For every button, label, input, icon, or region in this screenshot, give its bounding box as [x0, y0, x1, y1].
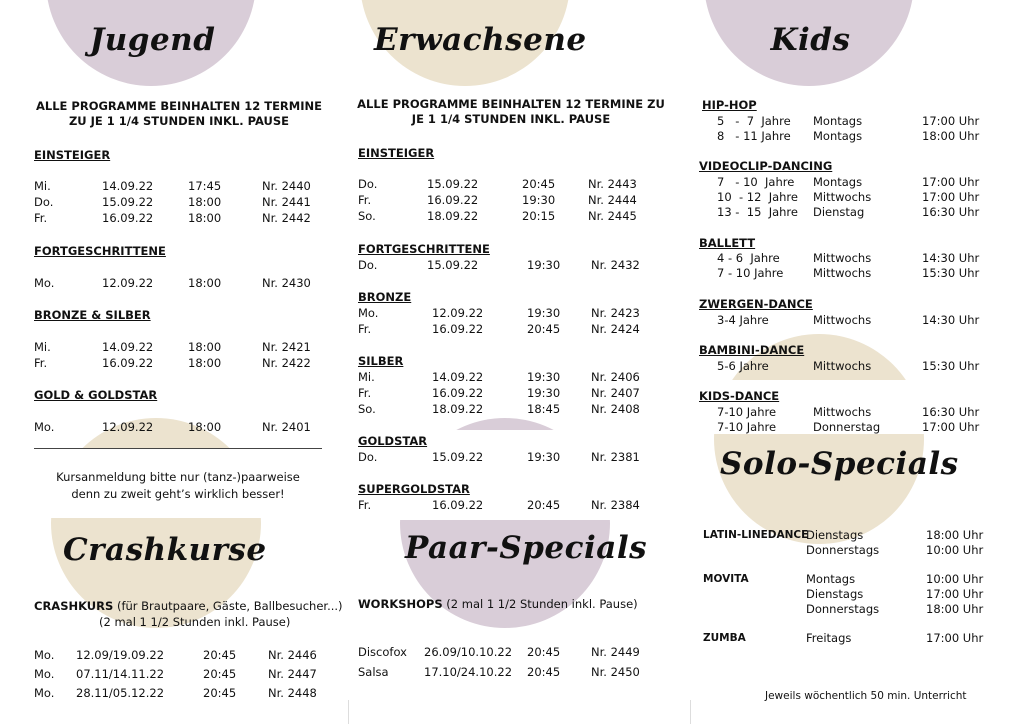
solo-title: Solo-Specials [720, 446, 959, 482]
jugend-title: Jugend [89, 22, 216, 58]
table-cell: Discofox [358, 645, 407, 659]
table-cell: Mo. [34, 667, 55, 681]
table-cell: 12.09.22 [102, 276, 154, 290]
erwachsene-intro-line2: JE 1 1/4 STUNDEN INKL. PAUSE [411, 112, 611, 126]
table-cell: 17:00 Uhr [926, 587, 984, 601]
table-cell: Nr. 2440 [262, 179, 311, 193]
table-cell: 19:30 [527, 450, 561, 464]
table-cell: Fr. [34, 211, 48, 225]
table-cell: Nr. 2441 [262, 195, 311, 209]
jugend-intro [34, 99, 324, 129]
solo-item-name: ZUMBA [703, 632, 746, 644]
table-cell: Nr. 2448 [268, 686, 317, 700]
table-cell: Nr. 2422 [262, 356, 311, 370]
table-cell: 5-6 Jahre [717, 359, 769, 373]
table-cell: 18:00 [188, 340, 222, 354]
table-cell: Fr. [358, 386, 372, 400]
table-cell: 16.09.22 [102, 356, 154, 370]
jugend-section-heading: GOLD & GOLDSTAR [34, 388, 158, 402]
solo-item-name: LATIN-LINEDANCE [703, 529, 809, 541]
table-cell: 15:30 Uhr [922, 359, 980, 373]
jugend-intro-line1: ALLE PROGRAMME BEINHALTEN 12 TERMINE [36, 99, 322, 113]
table-cell: Dienstag [813, 205, 865, 219]
kids-title: Kids [770, 22, 851, 58]
table-cell: 20:45 [527, 498, 561, 512]
kids-section-heading: BALLETT [699, 236, 756, 250]
jugend-section-heading: BRONZE & SILBER [34, 308, 151, 322]
divider [34, 448, 322, 449]
table-cell: 15:30 Uhr [922, 266, 980, 280]
crashkurse-title: Crashkurse [63, 532, 267, 568]
table-cell: 19:30 [527, 370, 561, 384]
table-cell: Nr. 2447 [268, 667, 317, 681]
table-cell: Dienstags [806, 587, 864, 601]
table-cell: Mi. [34, 179, 51, 193]
table-cell: Nr. 2407 [591, 386, 640, 400]
kids-section-heading: ZWERGEN-DANCE [699, 297, 813, 311]
crashkurs-heading [34, 599, 343, 613]
table-cell: Donnerstags [806, 543, 880, 557]
table-cell: 17:00 Uhr [926, 631, 984, 645]
table-cell: 13 - 15 Jahre [717, 205, 798, 219]
table-cell: 16.09.22 [432, 498, 484, 512]
table-cell: Fr. [358, 498, 372, 512]
table-cell: 18:45 [527, 402, 561, 416]
table-cell: 10:00 Uhr [926, 543, 984, 557]
table-cell: Mittwochs [813, 313, 872, 327]
crashkurs-desc2: (2 mal 1 1/2 Stunden inkl. Pause) [99, 615, 291, 629]
table-cell: 15.09.22 [427, 177, 479, 191]
table-cell: 17:00 Uhr [922, 175, 980, 189]
table-cell: 5 - 7 Jahre [717, 114, 791, 128]
table-cell: Mo. [358, 306, 379, 320]
table-cell: 3-4 Jahre [717, 313, 769, 327]
workshops-label: WORKSHOPS [358, 597, 443, 611]
table-cell: 14.09.22 [102, 179, 154, 193]
table-cell: 17:00 Uhr [922, 190, 980, 204]
table-cell: 12.09.22 [102, 420, 154, 434]
table-cell: 14:30 Uhr [922, 313, 980, 327]
table-cell: Donnerstags [806, 602, 880, 616]
table-cell: Nr. 2443 [588, 177, 637, 191]
table-cell: 18:00 [188, 356, 222, 370]
table-cell: 17:45 [188, 179, 222, 193]
table-cell: 10 - 12 Jahre [717, 190, 798, 204]
table-cell: 20:45 [527, 665, 561, 679]
crashkurs-label: CRASHKURS [34, 599, 114, 613]
erwachsene-intro-line1: ALLE PROGRAMME BEINHALTEN 12 TERMINE ZU [357, 97, 665, 111]
table-cell: Fr. [358, 193, 372, 207]
table-cell: Mittwochs [813, 359, 872, 373]
table-cell: Mo. [34, 420, 55, 434]
table-cell: Fr. [358, 322, 372, 336]
table-cell: 26.09/10.10.22 [424, 645, 513, 659]
table-cell: 16.09.22 [432, 386, 484, 400]
table-cell: 12.09/19.09.22 [76, 648, 165, 662]
erwachsene-section-heading: BRONZE [358, 290, 412, 304]
table-cell: Nr. 2432 [591, 258, 640, 272]
table-cell: Do. [358, 177, 378, 191]
table-cell: Montags [806, 572, 856, 586]
erwachsene-intro [356, 97, 666, 127]
paar-heading [358, 597, 638, 611]
table-cell: Montags [813, 175, 863, 189]
table-cell: 4 - 6 Jahre [717, 251, 780, 265]
table-cell: Mittwochs [813, 405, 872, 419]
table-cell: 19:30 [527, 258, 561, 272]
table-cell: Nr. 2401 [262, 420, 311, 434]
table-cell: 07.11/14.11.22 [76, 667, 165, 681]
table-cell: Mo. [34, 276, 55, 290]
table-cell: 14:30 Uhr [922, 251, 980, 265]
note-line: Kursanmeldung bitte nur (tanz-)paarweise [56, 470, 300, 484]
table-cell: Mo. [34, 648, 55, 662]
table-cell: Freitags [806, 631, 852, 645]
table-cell: Montags [813, 129, 863, 143]
table-cell: 17:00 Uhr [922, 420, 980, 434]
table-cell: 19:30 [522, 193, 556, 207]
table-cell: Nr. 2442 [262, 211, 311, 225]
table-cell: 16:30 Uhr [922, 205, 980, 219]
table-cell: 18.09.22 [427, 209, 479, 223]
crashkurs-desc: (für Brautpaare, Gäste, Ballbesucher...) [116, 599, 343, 613]
jugend-section-heading: FORTGESCHRITTENE [34, 244, 166, 258]
kids-section-heading: BAMBINI-DANCE [699, 343, 805, 357]
table-cell: 20:45 [522, 177, 556, 191]
table-cell: Fr. [34, 356, 48, 370]
table-cell: Nr. 2430 [262, 276, 311, 290]
table-cell: 18:00 Uhr [922, 129, 980, 143]
table-cell: Montags [813, 114, 863, 128]
table-cell: 18:00 Uhr [926, 528, 984, 542]
table-cell: Nr. 2423 [591, 306, 640, 320]
table-cell: Nr. 2384 [591, 498, 640, 512]
table-cell: 17:00 Uhr [922, 114, 980, 128]
table-cell: 20:45 [203, 667, 237, 681]
erwachsene-section-heading: SUPERGOLDSTAR [358, 482, 470, 496]
table-cell: 7 - 10 Jahre [717, 266, 784, 280]
table-cell: 14.09.22 [432, 370, 484, 384]
table-cell: Do. [358, 450, 378, 464]
table-cell: 20:45 [203, 686, 237, 700]
table-cell: 7-10 Jahre [717, 420, 777, 434]
table-cell: 16.09.22 [102, 211, 154, 225]
table-cell: Nr. 2445 [588, 209, 637, 223]
solo-footer: Jeweils wöchentlich 50 min. Unterricht [765, 690, 967, 702]
table-cell: 16.09.22 [427, 193, 479, 207]
table-cell: 18:00 [188, 211, 222, 225]
table-cell: 20:15 [522, 209, 556, 223]
table-cell: 10:00 Uhr [926, 572, 984, 586]
erwachsene-title: Erwachsene [374, 22, 587, 58]
table-cell: Mi. [34, 340, 51, 354]
table-cell: 7 - 10 Jahre [717, 175, 795, 189]
table-cell: 18:00 Uhr [926, 602, 984, 616]
kids-section-heading: VIDEOCLIP-DANCING [699, 159, 833, 173]
note-line: denn zu zweit geht’s wirklich besser! [71, 487, 285, 501]
table-cell: 28.11/05.12.22 [76, 686, 165, 700]
table-cell: Do. [34, 195, 54, 209]
table-cell: 16.09.22 [432, 322, 484, 336]
table-cell: Mi. [358, 370, 375, 384]
column-divider [348, 700, 349, 724]
table-cell: 20:45 [527, 322, 561, 336]
table-cell: 7-10 Jahre [717, 405, 777, 419]
table-cell: Nr. 2424 [591, 322, 640, 336]
table-cell: 19:30 [527, 386, 561, 400]
table-cell: 15.09.22 [102, 195, 154, 209]
table-cell: 18:00 [188, 195, 222, 209]
erwachsene-section-heading: GOLDSTAR [358, 434, 428, 448]
table-cell: 8 - 11 Jahre [717, 129, 791, 143]
table-cell: So. [358, 402, 376, 416]
table-cell: 18.09.22 [432, 402, 484, 416]
table-cell: So. [358, 209, 376, 223]
kids-section-heading: KIDS-DANCE [699, 389, 780, 403]
table-cell: Nr. 2444 [588, 193, 637, 207]
table-cell: 18:00 [188, 276, 222, 290]
paar-title: Paar-Specials [405, 530, 648, 566]
table-cell: 14.09.22 [102, 340, 154, 354]
table-cell: 12.09.22 [432, 306, 484, 320]
table-cell: Salsa [358, 665, 389, 679]
table-cell: Mittwochs [813, 190, 872, 204]
table-cell: 18:00 [188, 420, 222, 434]
table-cell: Nr. 2450 [591, 665, 640, 679]
table-cell: Nr. 2408 [591, 402, 640, 416]
erwachsene-section-heading: SILBER [358, 354, 404, 368]
solo-item-name: MOVITA [703, 573, 749, 585]
table-cell: Nr. 2381 [591, 450, 640, 464]
table-cell: Nr. 2446 [268, 648, 317, 662]
table-cell: Dienstags [806, 528, 864, 542]
table-cell: Nr. 2449 [591, 645, 640, 659]
erwachsene-section-heading: FORTGESCHRITTENE [358, 242, 490, 256]
table-cell: 19:30 [527, 306, 561, 320]
erwachsene-section-heading: EINSTEIGER [358, 146, 435, 160]
table-cell: Nr. 2406 [591, 370, 640, 384]
table-cell: Do. [358, 258, 378, 272]
table-cell: Mittwochs [813, 266, 872, 280]
table-cell: 17.10/24.10.22 [424, 665, 513, 679]
workshops-desc: (2 mal 1 1/2 Stunden inkl. Pause) [446, 597, 638, 611]
column-divider [690, 700, 691, 724]
table-cell: 20:45 [203, 648, 237, 662]
table-cell: Mittwochs [813, 251, 872, 265]
table-cell: 15.09.22 [427, 258, 479, 272]
table-cell: 15.09.22 [432, 450, 484, 464]
table-cell: 16:30 Uhr [922, 405, 980, 419]
table-cell: 20:45 [527, 645, 561, 659]
jugend-intro-line2: ZU JE 1 1/4 STUNDEN INKL. PAUSE [68, 114, 290, 128]
table-cell: Mo. [34, 686, 55, 700]
kids-section-heading: HIP-HOP [702, 98, 757, 112]
table-cell: Nr. 2421 [262, 340, 311, 354]
jugend-section-heading: EINSTEIGER [34, 148, 111, 162]
jugend-note [34, 469, 322, 503]
table-cell: Donnerstag [813, 420, 881, 434]
